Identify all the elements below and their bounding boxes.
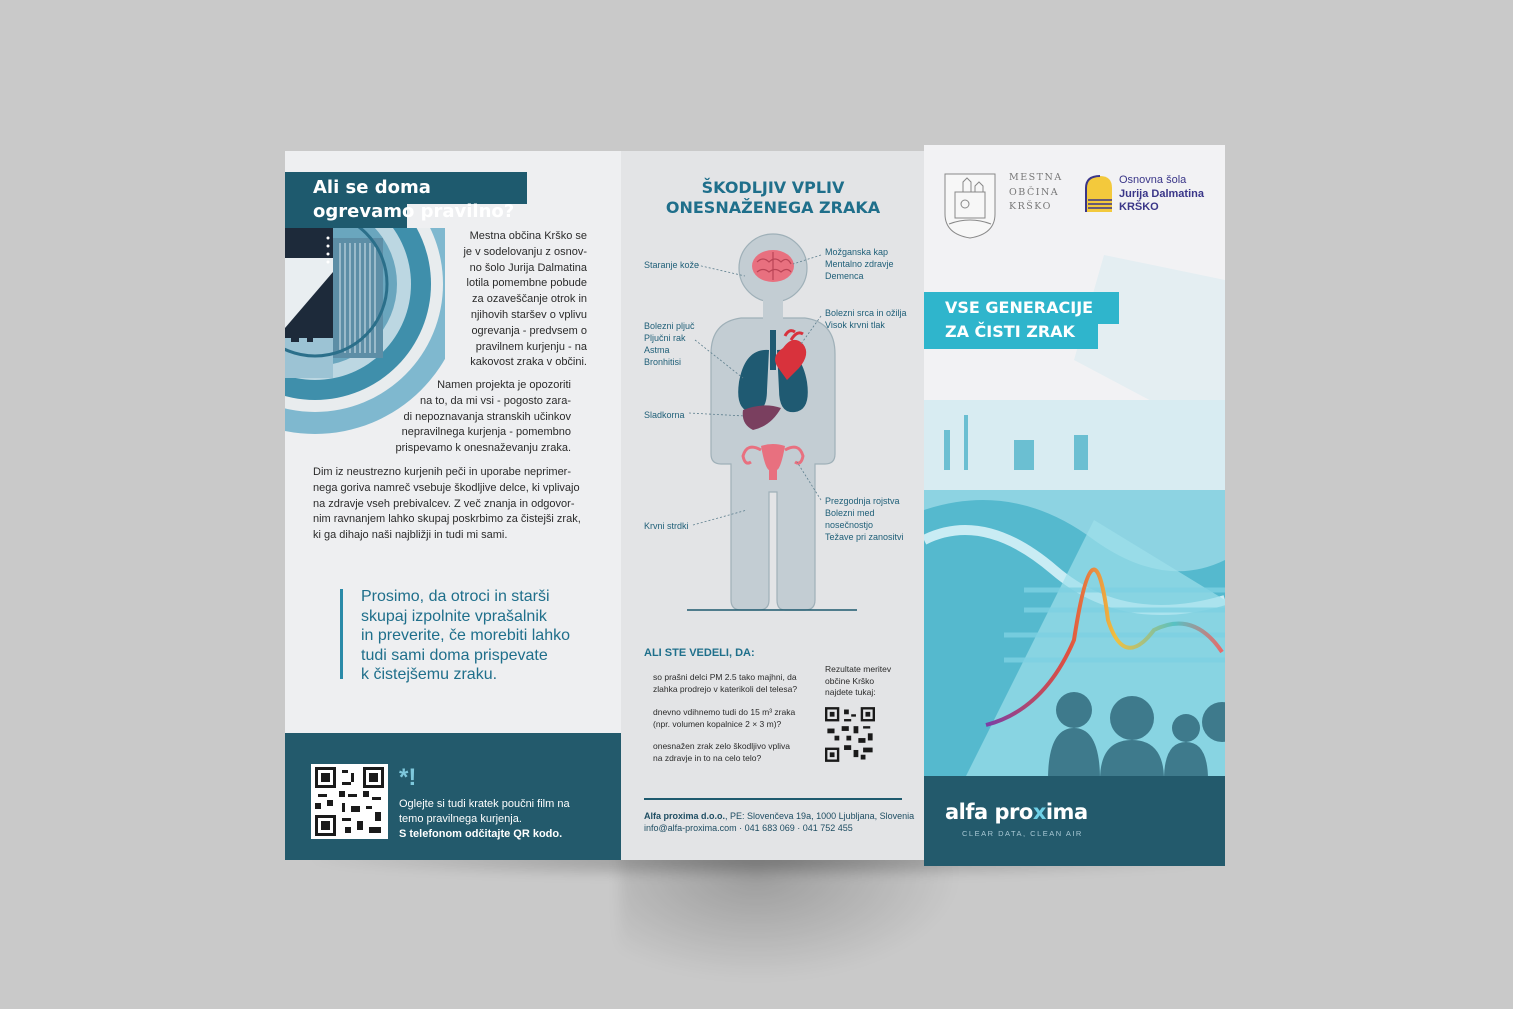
results-line: Rezultate meritev: [825, 664, 892, 674]
smoke-line: ki ga dihajo naši najbližji in tudi mi sami.: [313, 529, 508, 542]
neck-shape: [763, 300, 783, 320]
smoke-paragraph: [313, 465, 598, 544]
did-you-know-title: ALI STE VEDELI, DA:: [644, 647, 755, 659]
purpose-line: na to, da mi vsi - pogosto zara-: [419, 394, 571, 407]
label-line: Pljučni rak: [644, 333, 686, 343]
left-title: Ali se doma ogrevamo pravilno?: [313, 177, 515, 222]
smoke-line: nega goriva namreč vsebuje škodljive delce, ki vplivajo: [313, 481, 580, 494]
municipality-line: MESTNA: [1009, 172, 1063, 183]
purpose-paragraph: [340, 378, 571, 457]
middle-title: [621, 178, 925, 218]
brand-part: ima: [1045, 800, 1088, 824]
alfa-proxima-logo: [945, 800, 1088, 824]
quote-line: skupaj izpolnite vprašalnik: [361, 607, 547, 625]
purpose-line: prispevamo k onesnaževanju zraka.: [395, 442, 571, 455]
intro-line: ogrevanja - predvsem o: [471, 324, 587, 337]
label-diabetes: Sladkorna: [644, 410, 685, 420]
label-line: Bronhitisi: [644, 357, 682, 367]
label-line: Bolezni med: [825, 508, 875, 518]
intro-line: lotila pomembne pobude: [466, 277, 587, 290]
quote-line: tudi sami doma prispevate: [361, 646, 548, 664]
intro-line: njihovih staršev o vplivu: [470, 308, 587, 321]
label-line: Bolezni pljuč: [644, 321, 695, 331]
label-brain: [825, 246, 894, 282]
smoke-line: nim ravnanjem lahko skupaj poskrbimo za čistejši zrak,: [313, 513, 581, 526]
label-skin: Staranje kože: [644, 260, 700, 270]
quote-line: in preverite, če morebiti lahko: [361, 627, 570, 645]
intro-line: pravilnem kurjenju - na: [475, 340, 587, 353]
intro-line: Mestna občina Krško se: [469, 230, 587, 242]
school-line: Jurija Dalmatina: [1119, 187, 1204, 200]
municipality-name: [1009, 171, 1063, 215]
intro-line: no šolo Jurija Dalmatina: [469, 261, 587, 274]
municipality-crest-icon: [943, 170, 997, 240]
label-blood-clots: Krvni strdki: [644, 521, 689, 531]
quote-bar: [340, 589, 343, 679]
address-line: [644, 810, 914, 822]
film-line-bold: S telefonom odčitajte QR kodo.: [399, 828, 563, 840]
intro-line: kakovost zraka v občini.: [470, 356, 587, 369]
quote-line: k čistejšemu zraku.: [361, 666, 498, 684]
purpose-line: Namen projekta je opozoriti: [437, 379, 571, 391]
headline-line: ZA ČISTI ZRAK: [945, 322, 1075, 341]
fact-line: na zdravje in to na celo telo?: [653, 752, 762, 763]
smoke-line: Dim iz neustrezno kurjenih peči in uporabe neprimer-: [313, 466, 572, 478]
results-line: najdete tukaj:: [825, 687, 876, 697]
label-line: Visok krvni tlak: [825, 320, 885, 330]
film-symbol: *!: [399, 764, 417, 791]
label-line: nosečnostjo: [825, 520, 874, 530]
purpose-line: nepravilnega kurjenja - pomembno: [401, 426, 571, 439]
label-heart: [825, 307, 907, 331]
fact-item: [653, 741, 790, 764]
brand-part: alfa pro: [945, 800, 1033, 824]
address-rest: , PE: Slovenčeva 19a, 1000 Ljubljana, Slovenia: [725, 811, 915, 821]
fact-item: [653, 707, 795, 730]
film-text: [399, 797, 599, 842]
contact-line: info@alfa-proxima.com · 041 683 069 · 041 752 455: [644, 823, 853, 833]
label-line: Težave pri zanositvi: [825, 532, 904, 542]
company-name: Alfa proxima d.o.o.: [644, 811, 726, 821]
film-line: Oglejte si tudi kratek poučni film na: [399, 798, 570, 810]
questionnaire-quote: [361, 587, 606, 685]
label-line: Možganska kap: [825, 247, 889, 257]
intro-line: je v sodelovanju z osnov-: [463, 245, 587, 258]
purpose-line: di nepoznavanja stranskih učinkov: [403, 410, 571, 423]
label-line: Prezgodnja rojstva: [825, 496, 900, 506]
film-line: temo pravilnega kurjenja.: [399, 813, 522, 825]
intro-line: za ozaveščanje otrok in: [472, 293, 587, 306]
school-line: KRŠKO: [1119, 201, 1159, 213]
fact-line: (npr. volumen kopalnice 2 × 3 m)?: [653, 718, 782, 729]
company-address: [644, 810, 914, 834]
label-line: Astma: [644, 345, 670, 355]
results-text: [825, 664, 891, 699]
municipality-line: OBČINA: [1009, 186, 1060, 198]
brand-tagline: CLEAR DATA, CLEAN AIR: [962, 829, 1083, 838]
film-qr-code[interactable]: [311, 764, 388, 839]
intro-paragraph: [415, 229, 587, 371]
fact-line: dnevno vdihnemo tudi do 15 m³ zraka: [653, 707, 796, 717]
quote-line: Prosimo, da otroci in starši: [361, 588, 550, 605]
results-qr-code[interactable]: [825, 707, 875, 762]
label-line: Bolezni srca in ožilja: [825, 308, 907, 318]
school-line: Osnovna šola: [1119, 174, 1187, 186]
label-line: Mentalno zdravje: [825, 259, 894, 269]
middle-title-line: ŠKODLJIV VPLIV: [701, 178, 845, 197]
fold-shadow: [620, 850, 960, 980]
fact-line: zlahka prodrejo v katerikoli del telesa?: [653, 683, 798, 694]
fact-item: [653, 672, 797, 695]
middle-title-line: ONESNAŽENEGA ZRAKA: [665, 198, 881, 217]
school-name: [1119, 174, 1204, 215]
fact-line: onesnažen zrak zelo škodljivo vpliva: [653, 741, 791, 751]
municipality-line: KRŠKO: [1009, 201, 1052, 212]
headline-line: VSE GENERACIJE: [945, 298, 1094, 317]
human-body-diagram: [621, 230, 925, 615]
headline: [945, 296, 1093, 344]
trachea: [770, 330, 776, 370]
footer-divider: [644, 798, 902, 800]
school-logo-icon: [1084, 174, 1114, 214]
results-line: občine Krško: [825, 675, 875, 686]
brand-x: x: [1032, 800, 1046, 824]
fact-line: so prašni delci PM 2.5 tako majhni, da: [653, 672, 797, 682]
label-line: Demenca: [825, 271, 864, 281]
smoke-line: na zdravje vseh prebivalcev. Z več znanja in odgovor-: [313, 497, 575, 510]
label-lungs: [644, 320, 695, 368]
label-reproductive: [825, 495, 904, 543]
